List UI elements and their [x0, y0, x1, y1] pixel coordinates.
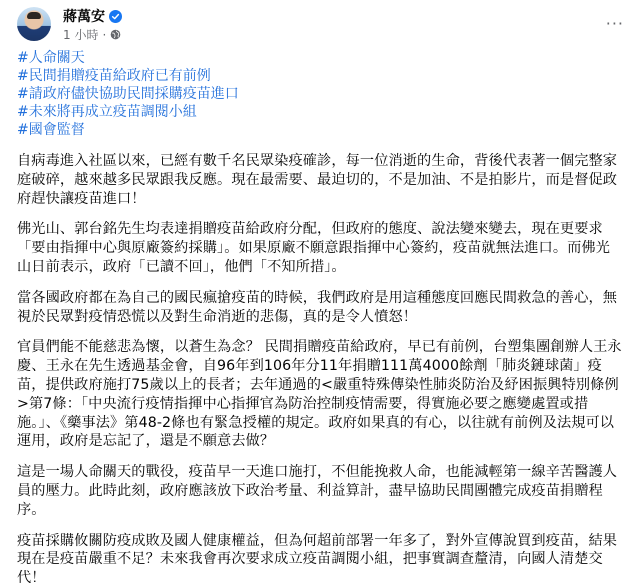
hashtag-link[interactable]: #請政府儘快協助民間採購疫苗進口	[17, 86, 239, 102]
more-options-button[interactable]: ···	[605, 14, 624, 33]
hashtag-link[interactable]: #未來將再成立疫苗調閱小組	[17, 104, 197, 120]
post-header	[17, 0, 624, 48]
meta-separator: ·	[102, 27, 107, 42]
hashtag-link[interactable]: #人命關天	[17, 50, 85, 66]
author-avatar[interactable]	[17, 7, 51, 41]
hashtag-link[interactable]: #國會監督	[17, 122, 85, 138]
author-name-row	[63, 6, 122, 26]
verified-badge-icon	[109, 10, 122, 23]
post-paragraph: 當各國政府都在為自己的國民瘋搶疫苗的時候，我們政府是用這種態度回應民間救急的善心，無視於民眾對疫情恐慌以及對生命消逝的悲傷，真的是令人憤怒！	[17, 289, 618, 325]
post-meta	[63, 26, 121, 43]
public-globe-icon	[110, 29, 121, 40]
hashtag-link[interactable]: #民間捐贈疫苗給政府已有前例	[17, 68, 211, 84]
author-name[interactable]: 蔣萬安	[63, 9, 105, 25]
hashtag-list	[17, 49, 624, 139]
post-paragraph: 疫苗採購攸關防疫成敗及國人健康權益，但為何超前部署一年多了，對外宣傳說買到疫苗，結果現在是疫苗嚴重不足？未來我會再次要求成立疫苗調閱小組，把事實調查釐清，向國人清楚交代！	[17, 532, 618, 587]
post-paragraph: 自病毒進入社區以來，已經有數千名民眾染疫確診，每一位消逝的生命，背後代表著一個完整家庭破碎，越來越多民眾跟我反應。現在最需要、最迫切的，不是加油、不是拍影片，而是督促政府趕快讓疫苗進口！	[17, 153, 618, 207]
post-paragraph: 官員們能不能慈悲為懷，以蒼生為念？ 民間捐贈疫苗給政府，早已有前例，台塑集團創辦人王永慶、王永在先生透過基金會，自96年到106年分11年捐贈111萬4000餘劑「肺炎鏈球菌」疫苗，提供政府施打75歲以上的長者；去年通過的<嚴重特殊傳染性肺炎防治及紓困振興特別條例>第7條：「中央流行疫情指揮中心指揮官為防治控制疫情需要，得實施必要之應變處置或措施。」、《藥事法》第48-2條也有緊急授權的規定。政府如果真的有心，以往就有前例及法規可以運用，政府是忘記了，還是不願意去做？	[17, 339, 622, 450]
post-time[interactable]: 1 小時	[63, 28, 99, 42]
post-paragraph: 這是一場人命關天的戰役，疫苗早一天進口施打，不但能挽救人命，也能減輕第一線辛苦醫護人員的壓力。此時此刻，政府應該放下政治考量、利益算計，盡早協助民間團體完成疫苗捐贈程序。	[17, 464, 618, 518]
post-paragraph: 佛光山、郭台銘先生均表達捐贈疫苗給政府分配，但政府的態度、說法變來變去，現在更要求「要由指揮中心與原廠簽約採購」。如果原廠不願意跟指揮中心簽約，疫苗就無法進口。而佛光山日前表示，政府「已讀不回」，他們「不知所措」。	[17, 221, 610, 275]
